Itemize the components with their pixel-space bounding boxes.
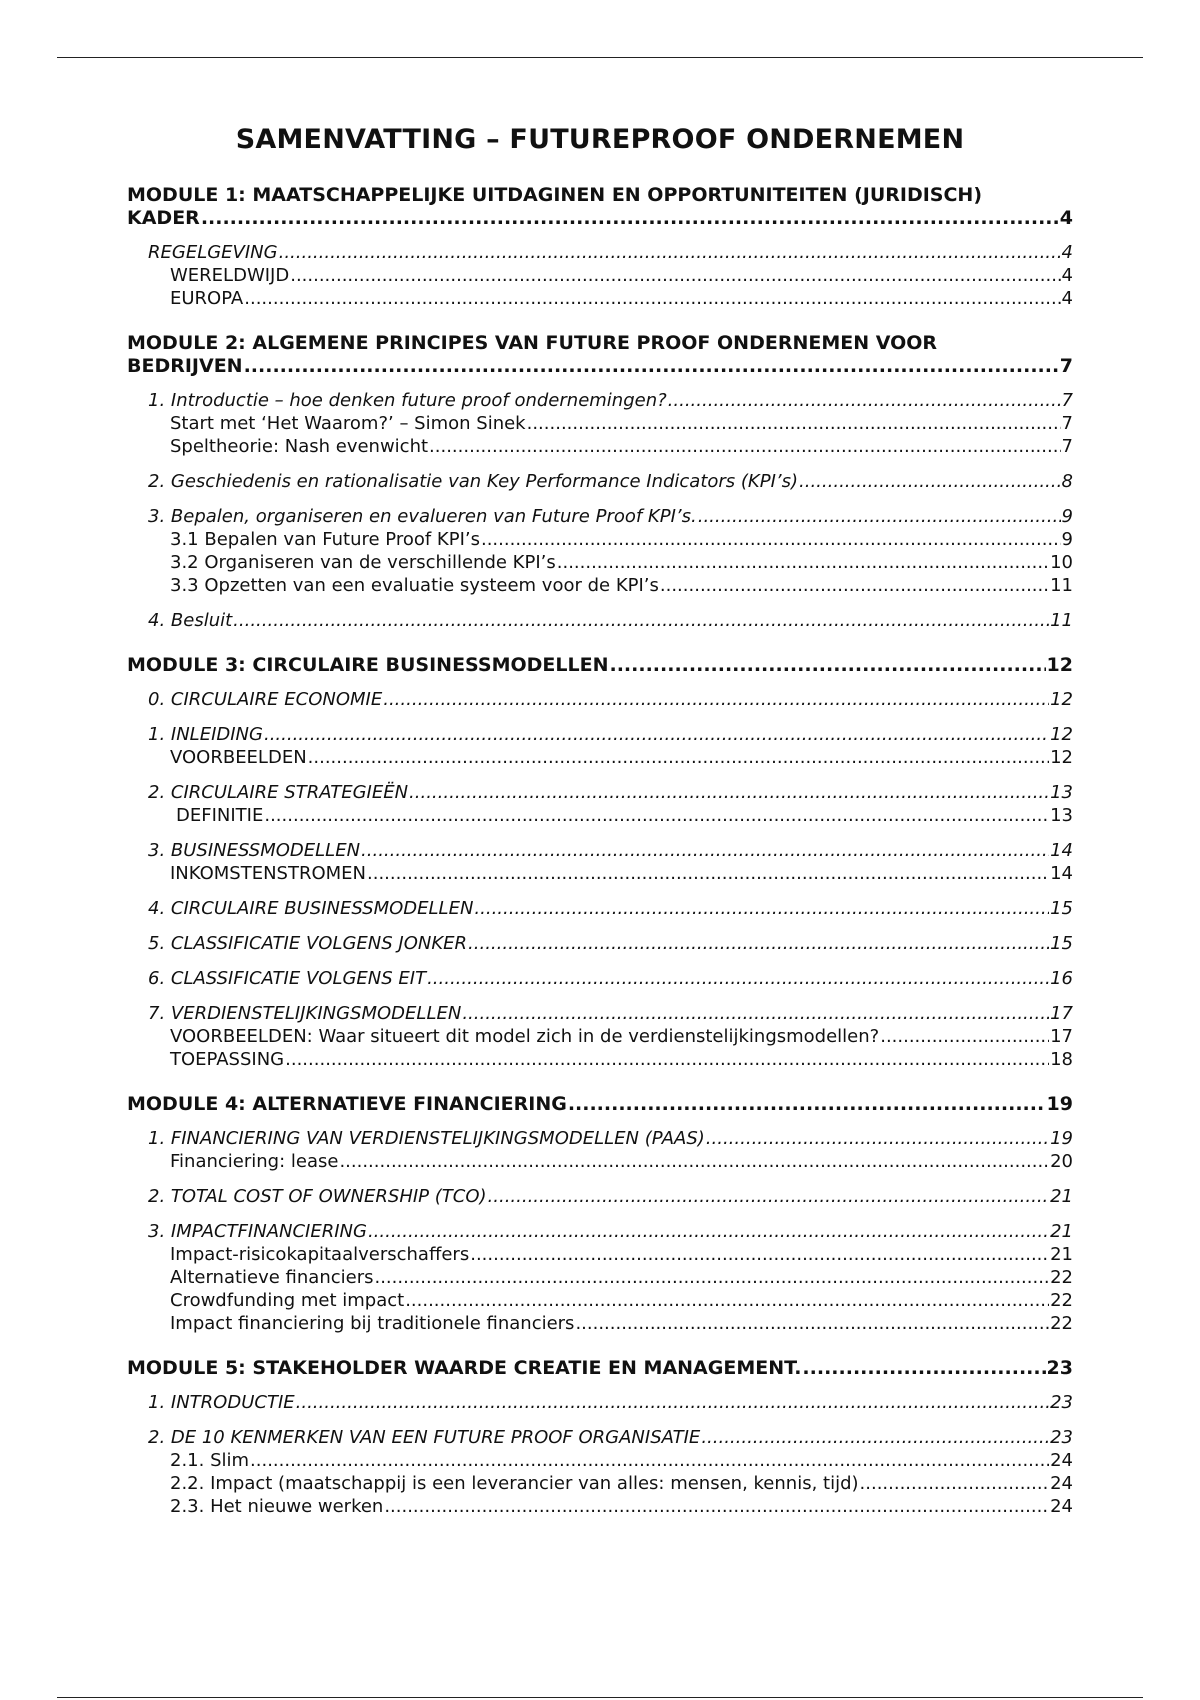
toc-label: Crowdfunding met impact: [170, 1290, 405, 1311]
toc-label: EUROPA: [170, 288, 244, 309]
toc-label: 3.1 Bepalen van Future Proof KPI’s: [170, 529, 480, 550]
toc-entry[interactable]: [127, 1048, 1073, 1071]
dot-leader: [557, 551, 1049, 574]
toc-page-number: 23: [1046, 1357, 1073, 1379]
dot-leader: [367, 862, 1049, 885]
toc-module-title-line: MODULE 1: MAATSCHAPPELIJKE UITDAGINEN EN OPPORTUNITEITEN (JURIDISCH): [127, 184, 982, 206]
dot-leader: [296, 1391, 1049, 1414]
toc-entry[interactable]: [127, 746, 1073, 769]
dot-leader: [706, 1127, 1049, 1150]
toc-page-number: 4: [1061, 288, 1073, 309]
toc-label: MODULE 4: ALTERNATIEVE FINANCIERING: [127, 1093, 567, 1115]
toc-page-number: 9: [1061, 506, 1073, 527]
dot-leader: [201, 207, 1059, 230]
dot-leader: [527, 412, 1061, 435]
toc-label: 3. IMPACTFINANCIERING: [148, 1221, 367, 1242]
toc-page-number: 19: [1050, 1128, 1073, 1149]
toc-label: 2.3. Het nieuwe werken: [170, 1496, 384, 1517]
toc-label: 2.1. Slim: [170, 1450, 250, 1471]
dot-leader: [880, 1025, 1049, 1048]
dot-leader: [264, 723, 1049, 746]
toc-entry[interactable]: [127, 412, 1073, 435]
toc-label: 1. FINANCIERING VAN VERDIENSTELIJKINGSMODELLEN (PAAS): [148, 1128, 705, 1149]
toc-page-number: 14: [1050, 863, 1073, 884]
toc-page-number: 7: [1061, 390, 1073, 411]
dot-leader: [279, 241, 1061, 264]
toc-entry[interactable]: [127, 781, 1073, 804]
dot-leader: [285, 1048, 1049, 1071]
toc-page-number: 7: [1061, 413, 1073, 434]
toc-label: BEDRIJVEN: [127, 355, 243, 377]
toc-label: INKOMSTENSTROMEN: [170, 863, 367, 884]
toc-label: Speltheorie: Nash evenwicht: [170, 436, 429, 457]
dot-leader: [701, 1426, 1049, 1449]
toc-page-number: 15: [1050, 933, 1073, 954]
toc-module-title-line: MODULE 2: ALGEMENE PRINCIPES VAN FUTURE PROOF ONDERNEMEN VOOR: [127, 332, 938, 354]
dot-leader: [568, 1093, 1046, 1116]
dot-leader: [660, 574, 1049, 597]
toc-label: 6. CLASSIFICATIE VOLGENS EIT: [148, 968, 427, 989]
toc-entry[interactable]: [127, 264, 1073, 287]
toc-label: Impact financiering bij traditionele financiers: [170, 1313, 575, 1334]
toc-label: Impact-risicokapitaalverschaffers: [170, 1244, 470, 1265]
toc-entry[interactable]: [127, 1266, 1073, 1289]
toc-page-number: 23: [1050, 1427, 1073, 1448]
dot-leader: [308, 746, 1049, 769]
toc-label: 2. CIRCULAIRE STRATEGIEËN: [148, 782, 409, 803]
dot-leader: [233, 609, 1049, 632]
toc-label: 3.2 Organiseren van de verschillende KPI’s: [170, 552, 556, 573]
toc-page-number: 17: [1050, 1003, 1073, 1024]
toc-entry[interactable]: [127, 1185, 1073, 1208]
toc-label: DEFINITIE: [176, 805, 264, 826]
toc-entry[interactable]: [127, 1472, 1073, 1495]
dot-leader: [462, 1002, 1049, 1025]
dot-leader: [409, 781, 1049, 804]
dot-leader: [244, 287, 1060, 310]
toc-label: KADER: [127, 207, 200, 229]
toc-page-number: 13: [1050, 782, 1073, 803]
dot-leader: [339, 1150, 1049, 1173]
toc-module-1[interactable]: [127, 184, 1073, 230]
toc-entry[interactable]: [127, 1220, 1073, 1243]
toc-page-number: 22: [1050, 1290, 1073, 1311]
toc-entry[interactable]: [127, 967, 1073, 990]
toc-page-number: 9: [1061, 529, 1073, 550]
toc-page-number: 14: [1050, 840, 1073, 861]
toc-page-number: 4: [1061, 265, 1073, 286]
toc-entry[interactable]: [127, 574, 1073, 597]
toc-page-number: 10: [1050, 552, 1073, 573]
toc-label: VOORBEELDEN: Waar situeert dit model zich in de verdienstelijkingsmodellen?: [170, 1026, 880, 1047]
toc-entry[interactable]: [127, 1426, 1073, 1449]
toc-entry[interactable]: [127, 1495, 1073, 1518]
toc-entry[interactable]: [127, 862, 1073, 885]
toc-entry[interactable]: [127, 1127, 1073, 1150]
toc-page-number: 24: [1050, 1450, 1073, 1471]
toc-page-number: 23: [1050, 1392, 1073, 1413]
toc-label: REGELGEVING: [148, 242, 278, 263]
toc-entry[interactable]: [127, 1312, 1073, 1335]
toc-page-number: 11: [1050, 610, 1073, 631]
dot-leader: [374, 1266, 1049, 1289]
toc-entry[interactable]: [127, 1002, 1073, 1025]
dot-leader: [384, 1495, 1049, 1518]
dot-leader: [290, 264, 1060, 287]
toc-page-number: 7: [1059, 355, 1073, 377]
toc-label: 5. CLASSIFICATIE VOLGENS JONKER: [148, 933, 468, 954]
dot-leader: [468, 932, 1049, 955]
toc-label: 1. INTRODUCTIE: [148, 1392, 295, 1413]
toc-label: 2. TOTAL COST OF OWNERSHIP (TCO): [148, 1186, 487, 1207]
toc-module-4[interactable]: [127, 1093, 1073, 1116]
toc-entry[interactable]: [127, 1150, 1073, 1173]
dot-leader: [244, 355, 1059, 378]
toc-page-number: 4: [1061, 242, 1073, 263]
toc-module-5[interactable]: [127, 1357, 1073, 1380]
toc-entry[interactable]: [127, 287, 1073, 310]
toc-label: 2. Geschiedenis en rationalisatie van Key Performance Indicators (KPI’s): [148, 471, 799, 492]
toc-entry[interactable]: [127, 1243, 1073, 1266]
dot-leader: [481, 528, 1061, 551]
table-of-contents: [127, 184, 1073, 1518]
toc-page-number: 22: [1050, 1313, 1073, 1334]
toc-label: Start met ‘Het Waarom?’ – Simon Sinek: [170, 413, 526, 434]
toc-entry[interactable]: [127, 897, 1073, 920]
toc-label: MODULE 3: CIRCULAIRE BUSINESSMODELLEN: [127, 654, 609, 676]
toc-entry[interactable]: [127, 241, 1073, 264]
dot-leader: [470, 1243, 1049, 1266]
toc-page-number: 24: [1050, 1496, 1073, 1517]
toc-page-number: 21: [1050, 1221, 1073, 1242]
dot-leader: [575, 1312, 1049, 1335]
dot-leader: [609, 654, 1045, 677]
toc-entry[interactable]: [127, 804, 1073, 827]
toc-entry[interactable]: [127, 609, 1073, 632]
toc-label: 7. VERDIENSTELIJKINGSMODELLEN: [148, 1003, 462, 1024]
dot-leader: [361, 839, 1049, 862]
toc-page-number: 19: [1046, 1093, 1073, 1115]
toc-label: 1. INLEIDING: [148, 724, 263, 745]
toc-page-number: 11: [1050, 575, 1073, 596]
toc-label: 3. BUSINESSMODELLEN: [148, 840, 361, 861]
dot-leader: [802, 1357, 1045, 1380]
dot-leader: [668, 389, 1061, 412]
document-title: SAMENVATTING – FUTUREPROOF ONDERNEMEN: [235, 124, 965, 155]
dot-leader: [383, 688, 1049, 711]
dot-leader: [799, 470, 1061, 493]
toc-label: Alternatieve financiers: [170, 1267, 374, 1288]
toc-page-number: 22: [1050, 1267, 1073, 1288]
toc-page-number: 8: [1061, 471, 1073, 492]
toc-label: WERELDWIJD: [170, 265, 290, 286]
toc-entry[interactable]: [127, 688, 1073, 711]
toc-label: 2. DE 10 KENMERKEN VAN EEN FUTURE PROOF ORGANISATIE: [148, 1427, 701, 1448]
toc-label: 1. Introductie – hoe denken future proof ondernemingen?: [148, 390, 667, 411]
toc-page-number: 12: [1046, 654, 1073, 676]
toc-page-number: 7: [1061, 436, 1073, 457]
dot-leader: [427, 967, 1049, 990]
toc-page-number: 21: [1050, 1244, 1073, 1265]
toc-label: 3. Bepalen, organiseren en evalueren van Future Proof KPI’s.: [148, 506, 697, 527]
toc-entry[interactable]: [127, 505, 1073, 528]
toc-entry[interactable]: [127, 1025, 1073, 1048]
toc-page-number: 15: [1050, 898, 1073, 919]
toc-module-3[interactable]: [127, 654, 1073, 677]
dot-leader: [264, 804, 1049, 827]
toc-entry[interactable]: [127, 839, 1073, 862]
toc-page-number: 21: [1050, 1186, 1073, 1207]
toc-page-number: 18: [1050, 1049, 1073, 1070]
toc-entry[interactable]: [127, 932, 1073, 955]
header-rule: [57, 57, 1143, 58]
dot-leader: [474, 897, 1049, 920]
dot-leader: [429, 435, 1061, 458]
toc-module-2[interactable]: [127, 332, 1073, 378]
toc-page-number: 4: [1059, 207, 1073, 229]
toc-page-number: 12: [1050, 689, 1073, 710]
toc-label: 3.3 Opzetten van een evaluatie systeem voor de KPI’s: [170, 575, 659, 596]
toc-entry[interactable]: [127, 1391, 1073, 1414]
toc-label: Financiering: lease: [170, 1151, 339, 1172]
toc-page-number: 12: [1050, 724, 1073, 745]
toc-entry[interactable]: [127, 1449, 1073, 1472]
toc-entry[interactable]: [127, 528, 1073, 551]
dot-leader: [860, 1472, 1050, 1495]
toc-entry[interactable]: [127, 389, 1073, 412]
dot-leader: [405, 1289, 1049, 1312]
dot-leader: [368, 1220, 1049, 1243]
toc-page-number: 20: [1050, 1151, 1073, 1172]
toc-entry[interactable]: [127, 1289, 1073, 1312]
toc-label: VOORBEELDEN: [170, 747, 307, 768]
toc-page-number: 13: [1050, 805, 1073, 826]
toc-label: 4. Besluit: [148, 610, 233, 631]
toc-label: MODULE 5: STAKEHOLDER WAARDE CREATIE EN MANAGEMENT.: [127, 1357, 802, 1379]
toc-entry[interactable]: [127, 470, 1073, 493]
toc-label: TOEPASSING: [170, 1049, 285, 1070]
toc-page-number: 16: [1050, 968, 1073, 989]
dot-leader: [488, 1185, 1050, 1208]
toc-entry[interactable]: [127, 551, 1073, 574]
toc-label: 0. CIRCULAIRE ECONOMIE: [148, 689, 383, 710]
footer-rule: [57, 1697, 1143, 1698]
toc-label: 2.2. Impact (maatschappij is een leverancier van alles: mensen, kennis, tijd): [170, 1473, 859, 1494]
toc-label: 4. CIRCULAIRE BUSINESSMODELLEN: [148, 898, 474, 919]
toc-page-number: 17: [1050, 1026, 1073, 1047]
toc-page-number: 12: [1050, 747, 1073, 768]
dot-leader: [698, 505, 1061, 528]
toc-page-number: 24: [1050, 1473, 1073, 1494]
dot-leader: [250, 1449, 1049, 1472]
toc-entry[interactable]: [127, 723, 1073, 746]
toc-entry[interactable]: [127, 435, 1073, 458]
